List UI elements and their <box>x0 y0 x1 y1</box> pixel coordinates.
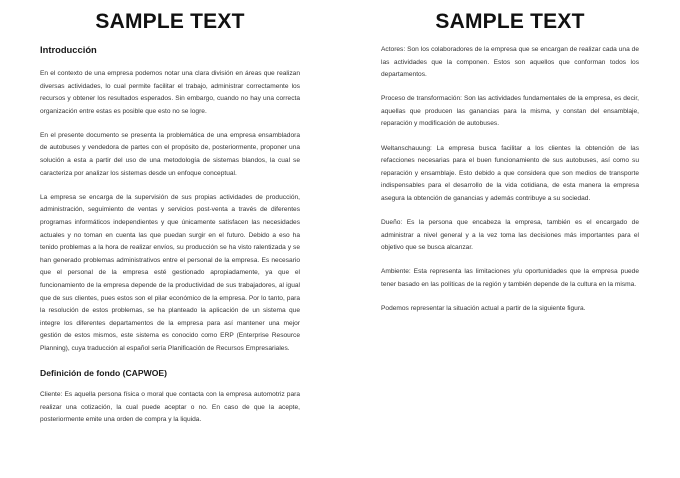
paragraph: En el contexto de una empresa podemos notar una clara división en áreas que realizan diversas actividades, lo cual permite facilitar el trabajo, administrar correctamente los recursos y obtener los resultados esperados. Sin embargo, cuando no hay una correcta organización entre estas es posible que esto no se logre. <box>40 70 300 115</box>
paragraph: La empresa se encarga de la supervisión de sus propias actividades de producción, administración, seguimiento de ventas y servicios post-venta a través de diferentes programas informáticos independientes y que únicamente satisfacen las necesidades actuales y no toman en cuenta las que puedan surgir en el futuro. Debido a eso ha tenido problemas a la hora de realizar envíos, su producción se ha visto ralentizada y se han generado problemas administrativos entre el personal de la empresa. Es necesario que el personal de la empresa esté gestionado apropiadamente, ya que el funcionamiento de la empresa depende de la productividad de sus trabajadores, al igual que de sus clientes, pues estos son el pilar económico de la empresa. Por lo tanto, para la resolución de estos problemas, se ha planteado la aplicación de un sistema que integre los diferentes departamentos de la empresa para así mantener una mejor gestión de estos mismos, este sistema es conocido como ERP (Enterprise Resource Planning), cuya traducción al español sería Planificación de Recursos Empresariales. <box>40 193 300 352</box>
paragraph-proceso: Proceso de transformación: Son las actividades fundamentales de la empresa, es decir, aquellas que producen las ganancias para la misma, y constan del ensamblaje, reparación y modificación de autobuses. <box>381 95 639 128</box>
paragraph-figura: Podemos representar la situación actual a partir de la siguiente figura. <box>381 305 586 312</box>
right-page <box>340 0 680 478</box>
section-heading-introduccion: Introducción <box>40 44 97 55</box>
paragraph: Cliente: Es aquella persona física o moral que contacta con la empresa automotriz para realizar una cotización, la cual puede aceptar o no. En caso de que la acepte, posteriormente emite una orden de compra y la liquida. <box>40 390 300 424</box>
page-header: SAMPLE TEXT <box>435 10 585 33</box>
section-heading-definicion: Definición de fondo (CAPWOE) <box>40 367 167 378</box>
paragraph-dueno: Dueño: Es la persona que encabeza la empresa, también es el encargado de administrar a nivel general y a la vez toma las decisiones más importantes para el objetivo que se busca alcanzar. <box>381 219 639 252</box>
paragraph-ambiente: Ambiente: Esta representa las limitaciones y/u oportunidades que la empresa puede tener basado en las políticas de la región y también depende de la cultura en la misma. <box>381 268 639 288</box>
paragraph: En el presente documento se presenta la problemática de una empresa ensambladora de autobuses y vendedora de partes con el propósito de, posteriormente, proponer una solución a esta a partir del uso de una metodología de sistemas blandos, la cual se caracteriza por analizar los sistemas desde un enfoque conceptual. <box>40 131 300 177</box>
paragraph-actores: Actores: Son los colaboradores de la empresa que se encargan de realizar cada una de las actividades que la componen. Estos son aquellos que conforman todos los departamentos. <box>381 46 639 79</box>
page-header: SAMPLE TEXT <box>95 10 245 33</box>
paragraph-weltanschauung: Weltanschauung: La empresa busca facilitar a los clientes la obtención de las refacciones necesarias para el buen funcionamiento de sus autobuses, así como su reparación y ensamblaje. Esto debido a que considera que son medios de transporte indispensables para el desarrollo de la vida cotidiana, de esta manera la empresa asegura la obtención de ganancias y además contribuye a su sociedad. <box>381 144 639 202</box>
